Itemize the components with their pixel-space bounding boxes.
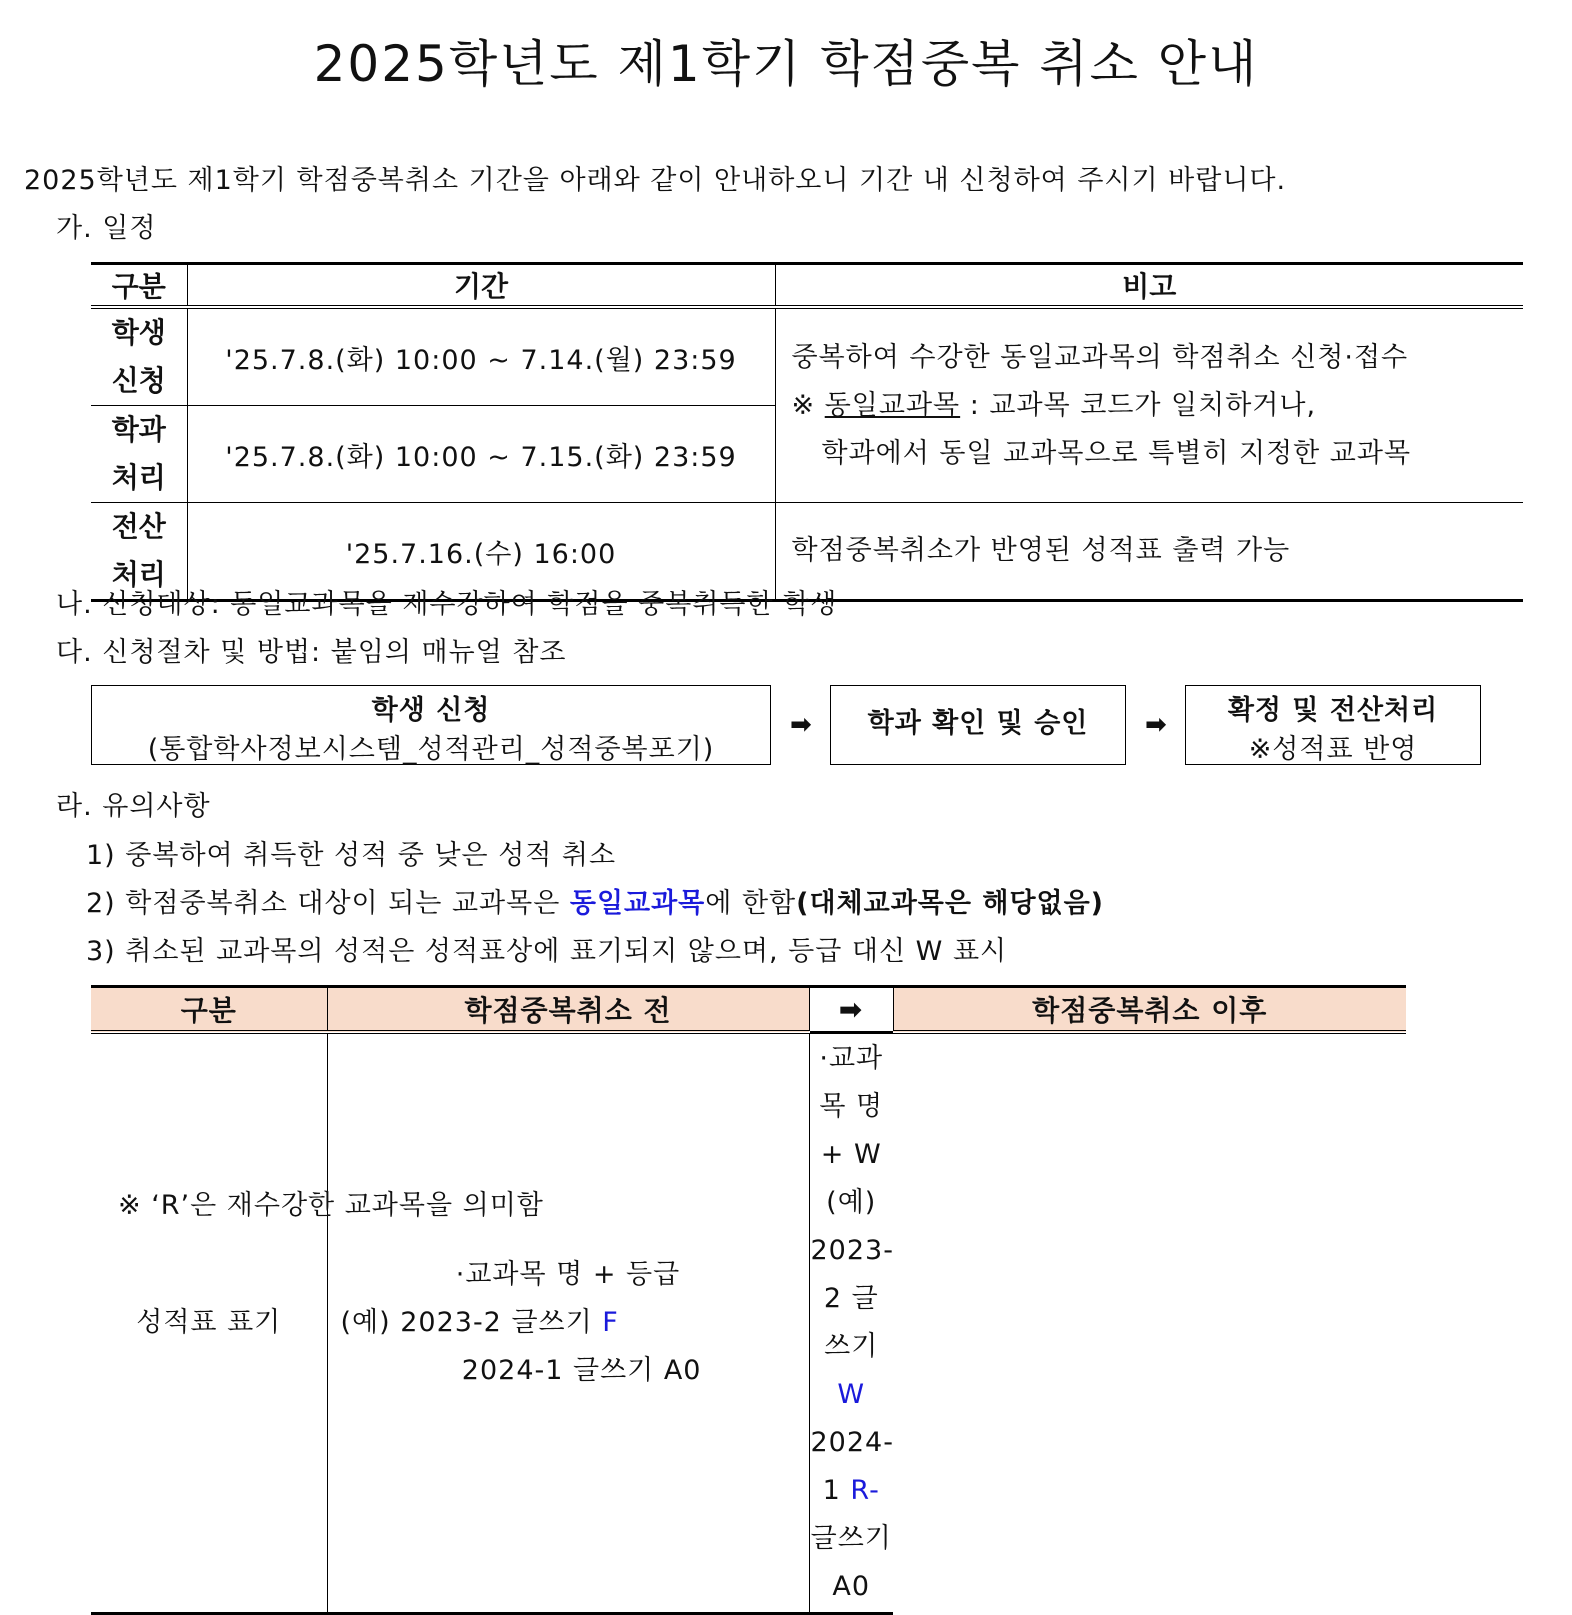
section-target: 나. 신청대상: 동일교과목을 재수강하여 학점을 중복취득한 학생 — [56, 589, 838, 620]
grade-after-cell: ·교과목 명 + W (예) 2023-2 글쓰기 W 2024-1 R-글쓰기 A0 — [809, 1032, 893, 1613]
flow-step-finalize: 확정 및 전산처리 ※성적표 반영 — [1185, 685, 1481, 765]
schedule-header-remark: 비고 — [775, 264, 1523, 308]
schedule-header-period: 기간 — [187, 264, 775, 308]
grade-header-category: 구분 — [91, 987, 327, 1033]
grade-comparison-table — [91, 985, 1406, 1615]
page-title: 2025학년도 제1학기 학점중복 취소 안내 — [313, 35, 1259, 93]
intro-text: 2025학년도 제1학기 학점중복취소 기간을 아래와 같이 안내하오니 기간 내 신청하여 주시기 바랍니다. — [24, 165, 1287, 196]
grade-arrow-icon: ➡ — [838, 992, 864, 1026]
note-1: 1) 중복하여 취득한 성적 중 낮은 성적 취소 — [86, 840, 617, 871]
flow-arrow-icon: ➡ — [790, 710, 812, 740]
note-3: 3) 취소된 교과목의 성적은 성적표상에 표기되지 않으며, 등급 대신 W 표시 — [86, 936, 1008, 967]
section-notes-heading: 라. 유의사항 — [56, 791, 211, 822]
schedule-header-category: 구분 — [91, 264, 187, 308]
footnote: ※ ‘R’은 재수강한 교과목을 의미함 — [118, 1190, 544, 1221]
schedule-category: 학생 신청 — [91, 307, 187, 406]
schedule-table — [91, 262, 1523, 602]
schedule-category: 전산 처리 — [91, 503, 187, 601]
schedule-header-row — [91, 264, 1523, 308]
schedule-category: 학과 처리 — [91, 406, 187, 503]
grade-before-cell: ·교과목 명 + 등급 (예) 2023-2 글쓰기 F 2024-1 글쓰기 A0 — [327, 1032, 809, 1613]
grade-header-before: 학점중복취소 전 — [327, 987, 809, 1033]
schedule-row-student — [91, 307, 1523, 406]
grade-header-after: 학점중복취소 이후 — [893, 987, 1406, 1033]
grade-arrow-cell — [809, 987, 893, 1033]
schedule-period: '25.7.8.(화) 10:00 ~ 7.14.(월) 23:59 — [187, 307, 775, 406]
schedule-remark: 학점중복취소가 반영된 성적표 출력 가능 — [775, 503, 1523, 601]
note-2: 2) 학점중복취소 대상이 되는 교과목은 동일교과목에 한함(대체교과목은 해당없음) — [86, 888, 1105, 919]
schedule-period: '25.7.8.(화) 10:00 ~ 7.15.(화) 23:59 — [187, 406, 775, 503]
flow-arrow-icon: ➡ — [1145, 710, 1167, 740]
section-procedure: 다. 신청절차 및 방법: 붙임의 매뉴얼 참조 — [56, 637, 567, 668]
grade-row — [91, 1032, 1406, 1613]
section-schedule-heading: 가. 일정 — [56, 213, 157, 244]
grade-row-label: 성적표 표기 — [91, 1032, 327, 1613]
schedule-period: '25.7.16.(수) 16:00 — [187, 503, 775, 601]
schedule-remark: 중복하여 수강한 동일교과목의 학점취소 신청·접수 ※ 동일교과목 : 교과목 코드가 일치하거나, 학과에서 동일 교과목으로 특별히 지정한 교과목 — [775, 307, 1523, 503]
grade-header-row — [91, 987, 1406, 1033]
flow-step-student-apply: 학생 신청 (통합학사정보시스템_성적관리_성적중복포기) — [91, 685, 771, 765]
flow-step-department-approve: 학과 확인 및 승인 — [830, 685, 1126, 765]
